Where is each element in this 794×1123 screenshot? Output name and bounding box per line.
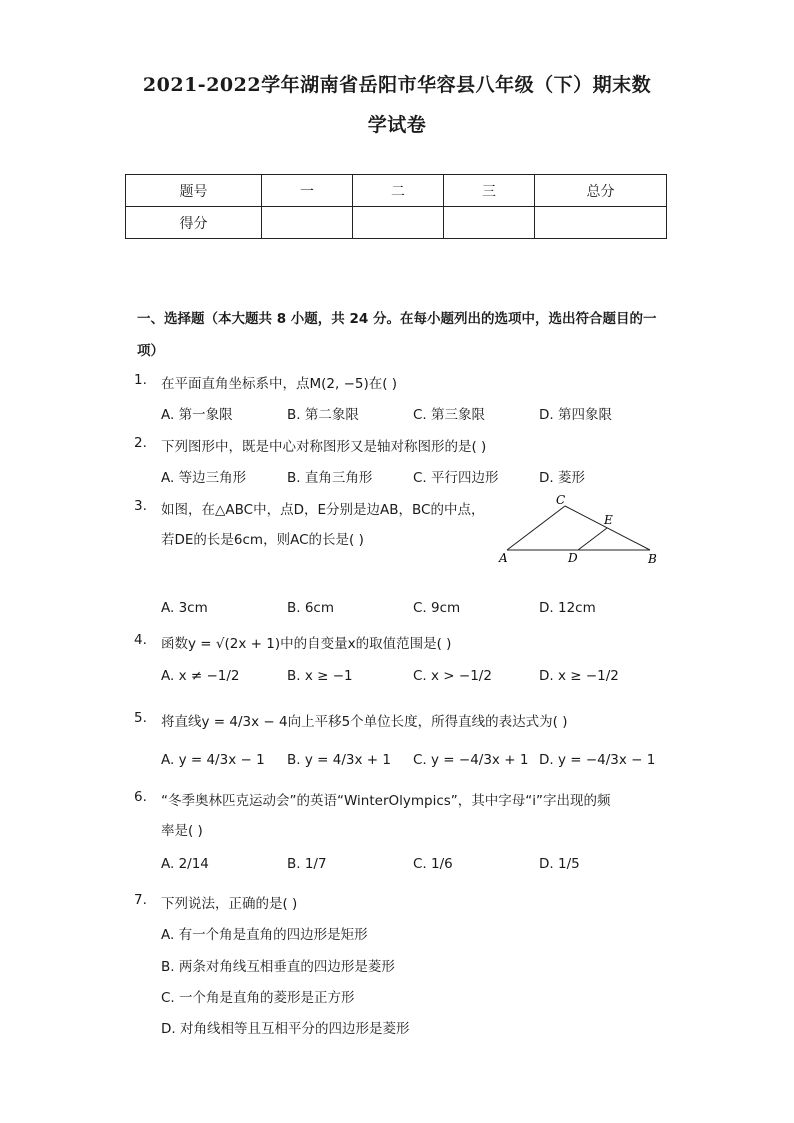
question-text: 下列说法，正确的是( ) — [161, 896, 298, 912]
page-title-line1: 2021-2022学年湖南省岳阳市华容县八年级（下）期末数 — [142, 74, 652, 96]
question-text-line2: 率是( ) — [161, 823, 203, 839]
table-cell: 题号 — [126, 175, 262, 207]
option-c: C. 平行四边形 — [413, 470, 499, 486]
question-text-line2: 若DE的长是6cm，则AC的长是( ) — [161, 532, 364, 548]
option-c: C. 9cm — [413, 600, 461, 616]
page-title-line2: 学试卷 — [367, 114, 427, 136]
question-text: 函数y = √(2x + 1)中的自变量x的取值范围是( ) — [161, 636, 452, 652]
option-b: B. x ≥ −1 — [287, 668, 353, 684]
section-heading-line2: 项） — [137, 343, 164, 359]
option-d: D. x ≥ −1/2 — [539, 668, 619, 684]
question-number: 3. — [134, 498, 147, 514]
option-d: D. 1/5 — [539, 856, 580, 872]
option-c: C. 1/6 — [413, 856, 453, 872]
question-text: 将直线y = 4/3x − 4向上平移5个单位长度，所得直线的表达式为( ) — [161, 714, 568, 730]
option-c: C. x > −1/2 — [413, 668, 492, 684]
question-number: 6. — [134, 789, 147, 805]
label-a: A — [499, 551, 508, 565]
segment-de — [578, 528, 607, 550]
option-a: A. 第一象限 — [161, 407, 233, 423]
option-a: A. 3cm — [161, 600, 208, 616]
question-text: 在平面直角坐标系中，点M(2, −5)在( ) — [161, 376, 398, 392]
score-table — [125, 174, 667, 239]
label-d: D — [568, 551, 578, 565]
section-heading-line1: 一、选择题（本大题共 8 小题，共 24 分。在每小题列出的选项中，选出符合题目的一 — [137, 311, 657, 327]
question-number: 2. — [134, 435, 147, 451]
option-d: D. 对角线相等且互相平分的四边形是菱形 — [161, 1021, 410, 1037]
table-row — [126, 207, 667, 239]
option-d: D. 第四象限 — [539, 407, 612, 423]
option-c: C. 一个角是直角的菱形是正方形 — [161, 990, 355, 1006]
option-a: A. 有一个角是直角的四边形是矩形 — [161, 927, 368, 943]
table-cell: 总分 — [535, 175, 667, 207]
option-c: C. y = −4/3x + 1 — [413, 752, 529, 768]
side-ac — [507, 506, 565, 550]
table-row — [126, 175, 667, 207]
option-c: C. 第三象限 — [413, 407, 486, 423]
table-cell: 二 — [353, 175, 444, 207]
table-cell — [353, 207, 444, 239]
section-heading — [137, 303, 667, 367]
table-cell — [444, 207, 535, 239]
option-b: B. 6cm — [287, 600, 335, 616]
question-number: 1. — [134, 372, 147, 388]
option-b: B. 直角三角形 — [287, 470, 373, 486]
option-b: B. 第二象限 — [287, 407, 359, 423]
option-b: B. 两条对角线互相垂直的四边形是菱形 — [161, 959, 395, 975]
question-text: 如图，在△ABC中，点D，E分别是边AB，BC的中点， — [161, 502, 485, 518]
question-text: 下列图形中，既是中心对称图形又是轴对称图形的是( ) — [161, 439, 487, 455]
table-cell: 得分 — [126, 207, 262, 239]
option-a: A. 等边三角形 — [161, 470, 247, 486]
option-b: B. 1/7 — [287, 856, 327, 872]
option-d: D. 12cm — [539, 600, 596, 616]
table-cell: 一 — [262, 175, 353, 207]
option-b: B. y = 4/3x + 1 — [287, 752, 391, 768]
option-a: A. 2/14 — [161, 856, 209, 872]
option-a: A. x ≠ −1/2 — [161, 668, 240, 684]
label-c: C — [556, 493, 566, 507]
question-text: “冬季奥林匹克运动会”的英语“WinterOlympics”，其中字母“i”字出现的频 — [161, 793, 611, 809]
triangle-figure — [495, 492, 665, 572]
label-b: B — [648, 552, 657, 566]
option-a: A. y = 4/3x − 1 — [161, 752, 265, 768]
question-number: 7. — [134, 892, 147, 908]
option-d: D. y = −4/3x − 1 — [539, 752, 656, 768]
option-d: D. 菱形 — [539, 470, 585, 486]
table-cell: 三 — [444, 175, 535, 207]
label-e: E — [604, 513, 613, 527]
question-number: 4. — [134, 632, 147, 648]
question-number: 5. — [134, 710, 147, 726]
table-cell — [535, 207, 667, 239]
table-cell — [262, 207, 353, 239]
